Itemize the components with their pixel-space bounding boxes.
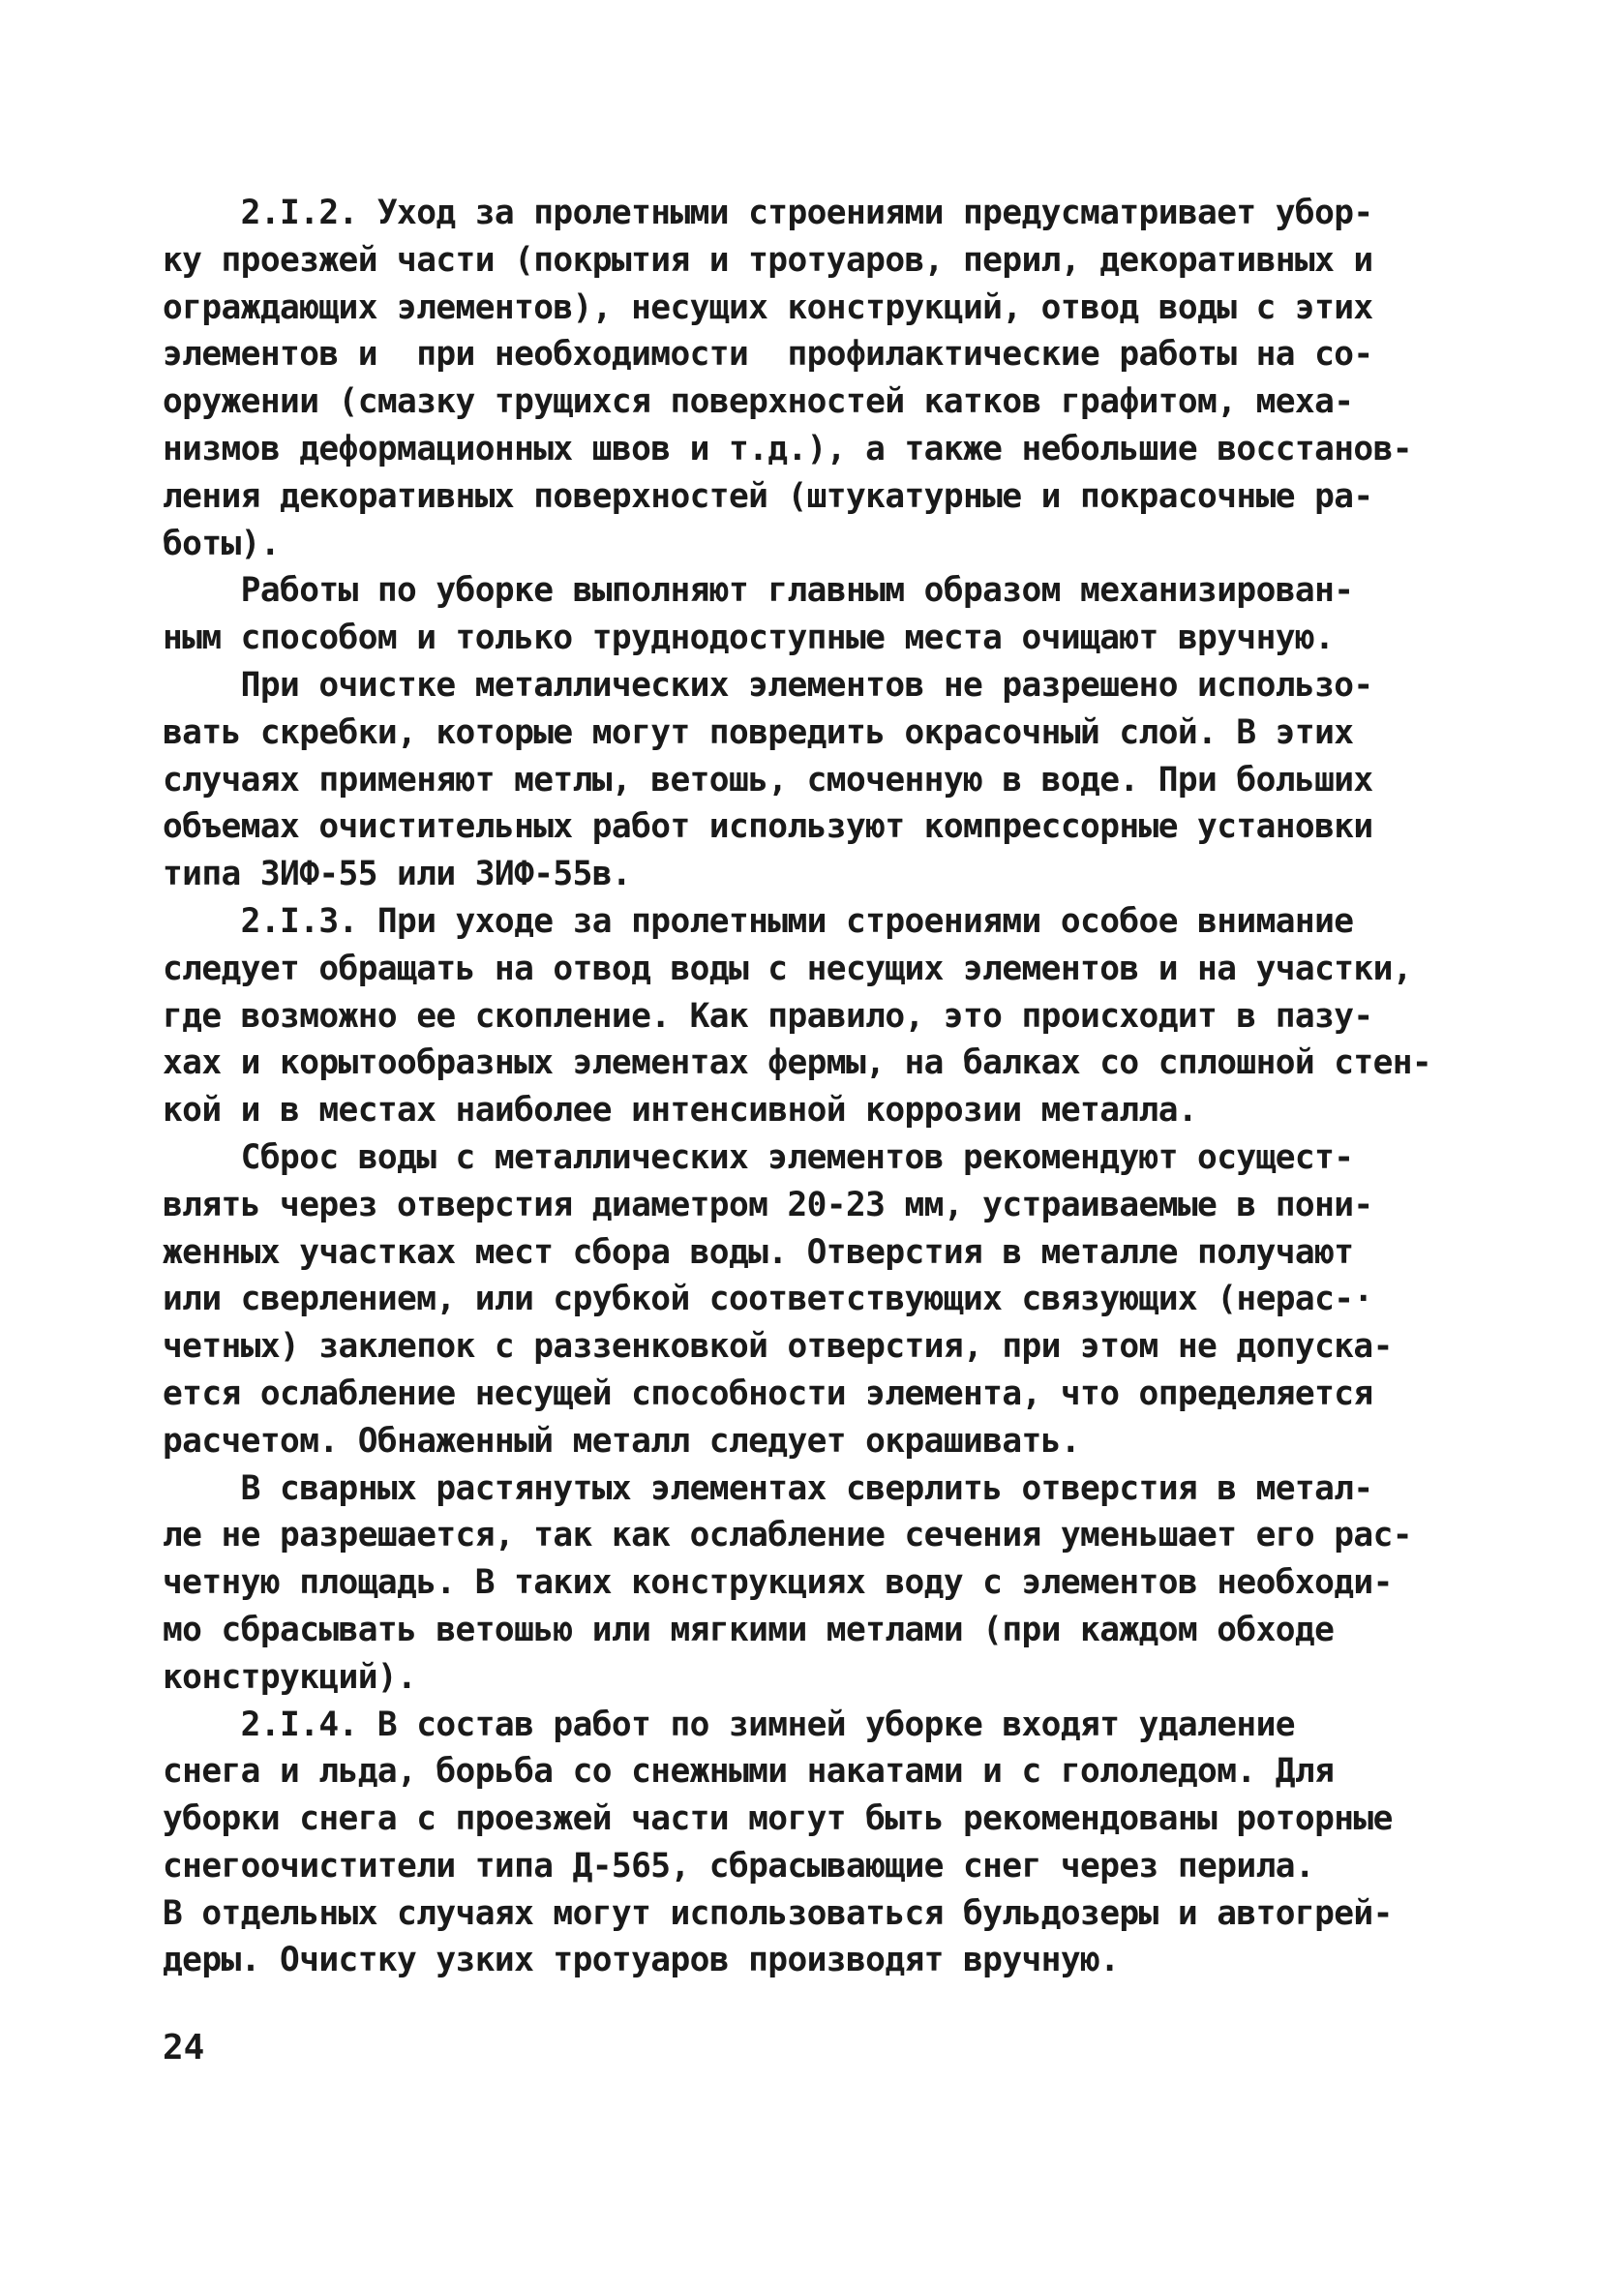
text-line: расчетом. Обнаженный металл следует окрашивать. (163, 1421, 1081, 1461)
text-line: низмов деформационных швов и т.д.), а также небольшие восстанов- (163, 429, 1412, 468)
text-line: 2.I.4. В состав работ по зимней уборке входят удаление (163, 1705, 1295, 1744)
text-line: 2.I.2. Уход за пролетными строениями предусматривает убор- (163, 194, 1373, 232)
text-line: ления декоративных поверхностей (штукатурные и покрасочные ра- (163, 476, 1373, 516)
text-line: В сварных растянутых элементах сверлить отверстия в метал- (163, 1468, 1373, 1508)
text-line: оружении (смазку трущихся поверхностей катков графитом, меха- (163, 382, 1354, 422)
text-line: деры. Очистку узких тротуаров производят вручную. (163, 1941, 1120, 1980)
text-line: четную площадь. В таких конструкциях воду с элементов необходи- (163, 1563, 1393, 1603)
text-line: 2.I.3. При уходе за пролетными строениями особое внимание (163, 901, 1354, 941)
text-line: четных) заклепок с раззенковкой отверстия, при этом не допуска- (163, 1327, 1393, 1367)
text-line: случаях применяют метлы, ветошь, смоченную в воде. При больших (163, 760, 1373, 800)
text-line: женных участках мест сбора воды. Отверстия в металле получают (163, 1232, 1354, 1272)
text-line: где возможно ее скопление. Как правило, это происходит в пазу- (163, 996, 1373, 1036)
text-line: уборки снега с проезжей части могут быть рекомендованы роторные (163, 1799, 1393, 1839)
text-line: мо сбрасывать ветошью или мягкими метлами (при каждом обходе (163, 1610, 1335, 1649)
text-line: снегоочистители типа Д-565, сбрасывающие снег через перила. (163, 1846, 1315, 1886)
text-line: боты). (163, 524, 281, 563)
text-line: или сверлением, или срубкой соответствующих связующих (нерас-· (163, 1280, 1373, 1319)
text-line: объемах очистительных работ используют компрессорные установки (163, 807, 1373, 847)
text-line: ограждающих элементов), несущих конструкций, отвод воды с этих (163, 287, 1373, 327)
page-number: 24 (163, 2028, 205, 2068)
text-line: элементов и при необходимости профилактические работы на со- (163, 335, 1373, 375)
text-line: ку проезжей части (покрытия и тротуаров, перил, декоративных и (163, 240, 1373, 280)
text-line: ле не разрешается, так как ослабление сечения уменьшает его рас- (163, 1516, 1412, 1555)
body-text (163, 190, 1459, 1984)
text-line: кой и в местах наиболее интенсивной коррозии металла. (163, 1091, 1198, 1131)
text-line: типа ЗИФ-55 или ЗИФ-55в. (163, 855, 632, 894)
text-line: хах и корытообразных элементах фермы, на балках со сплошной стен- (163, 1043, 1432, 1083)
text-line: При очистке металлических элементов не разрешено использо- (163, 665, 1373, 705)
text-line: ным способом и только труднодоступные места очищают вручную. (163, 619, 1335, 658)
text-line: ется ослабление несущей способности элемента, что определяется (163, 1373, 1373, 1413)
text-line: В отдельных случаях могут использоваться бульдозеры и автогрей- (163, 1893, 1393, 1933)
text-line: влять через отверстия диаметром 20-23 мм, устраиваемые в пони- (163, 1185, 1373, 1224)
text-line: конструкций). (163, 1657, 417, 1697)
text-line: следует обращать на отвод воды с несущих элементов и на участки, (163, 949, 1412, 988)
text-line: Работы по уборке выполняют главным образом механизирован- (163, 571, 1354, 611)
text-line: снега и льда, борьба со снежными накатами и с гололедом. Для (163, 1752, 1335, 1792)
text-line: Сброс воды с металлических элементов рекомендуют осущест- (163, 1137, 1354, 1177)
text-line: вать скребки, которые могут повредить окрасочный слой. В этих (163, 712, 1354, 752)
